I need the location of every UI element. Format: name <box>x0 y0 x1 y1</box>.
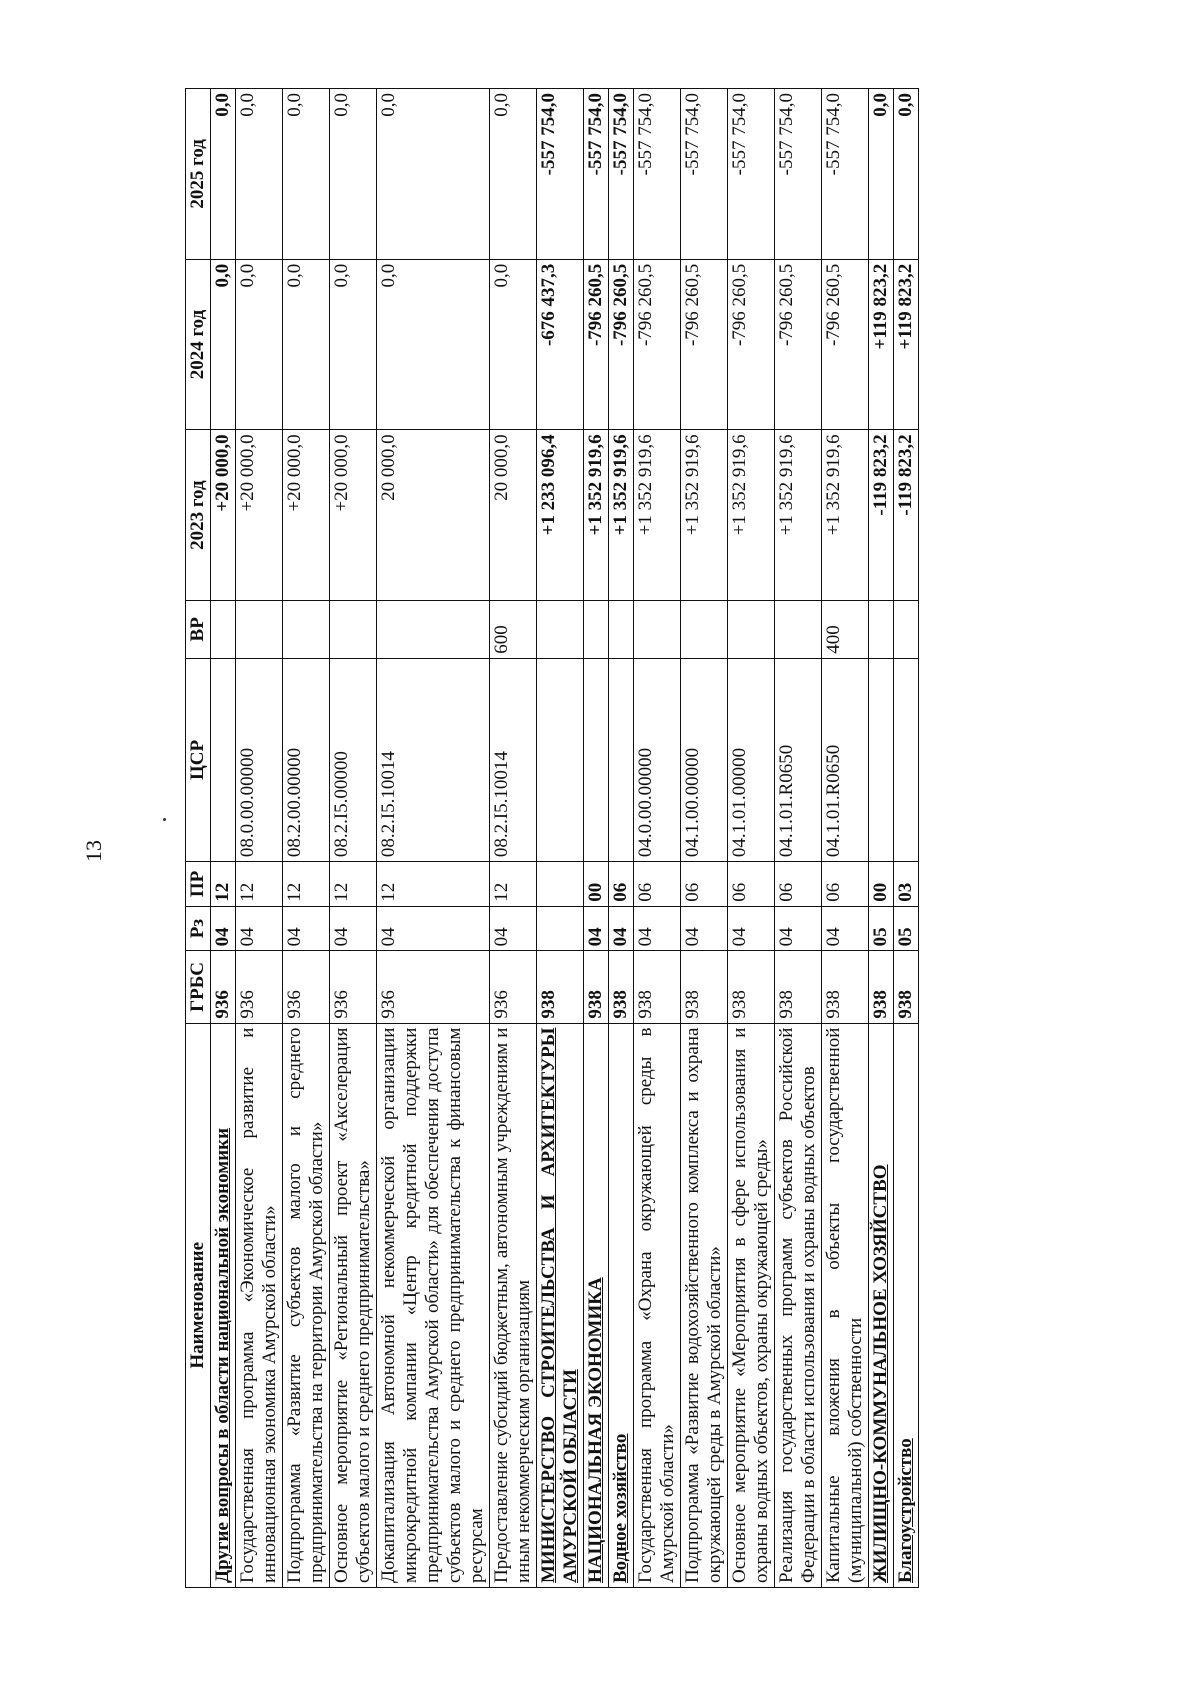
cell-name: Подпрограмма «Развитие водохозяйственного комплекса и охрана окружающей среды в Амурской области» <box>681 1023 728 1587</box>
table-row <box>490 89 537 1588</box>
cell-vr: 400 <box>822 600 869 658</box>
table-row <box>681 89 728 1588</box>
header-2025: 2025 год <box>186 89 211 260</box>
cell-y2025: 0,0 <box>869 89 894 260</box>
table-row <box>728 89 775 1588</box>
cell-vr <box>728 600 775 658</box>
table-row <box>634 89 681 1588</box>
cell-rz: 04 <box>490 906 537 951</box>
header-grbs: ГРБС <box>186 951 211 1023</box>
cell-grbs: 938 <box>775 951 822 1023</box>
cell-vr <box>609 600 634 658</box>
header-csr: ЦСР <box>186 658 211 861</box>
cell-grbs: 938 <box>584 951 609 1023</box>
cell-rz: 04 <box>283 906 330 951</box>
cell-y2023: +1 352 919,6 <box>775 430 822 601</box>
table-row <box>330 89 377 1588</box>
cell-y2024: -796 260,5 <box>634 259 681 430</box>
cell-name: Другие вопросы в области национальной экономики <box>211 1023 236 1587</box>
cell-y2023: +20 000,0 <box>330 430 377 601</box>
cell-name: Капитальные вложения в объекты государственной (муниципальной) собственности <box>822 1023 869 1587</box>
cell-vr <box>236 600 283 658</box>
cell-y2025: 0,0 <box>490 89 537 260</box>
cell-csr: 04.1.00.00000 <box>681 658 728 861</box>
page-number: 13 <box>81 840 106 862</box>
cell-y2025: -557 754,0 <box>634 89 681 260</box>
cell-y2025: -557 754,0 <box>681 89 728 260</box>
cell-grbs: 938 <box>537 951 584 1023</box>
cell-name: Государственная программа «Экономическое развитие и инновационная экономика Амурской области» <box>236 1023 283 1587</box>
cell-y2025: -557 754,0 <box>822 89 869 260</box>
cell-rz: 04 <box>330 906 377 951</box>
cell-rz: 04 <box>609 906 634 951</box>
cell-csr <box>537 658 584 861</box>
cell-y2025: 0,0 <box>283 89 330 260</box>
cell-rz: 04 <box>584 906 609 951</box>
table-row <box>211 89 236 1588</box>
cell-csr: 04.1.01.R0650 <box>775 658 822 861</box>
header-rz: Рз <box>186 906 211 951</box>
cell-rz: 05 <box>894 906 919 951</box>
cell-name: ЖИЛИЩНО-КОММУНАЛЬНОЕ ХОЗЯЙСТВО <box>869 1023 894 1587</box>
cell-csr <box>869 658 894 861</box>
cell-y2023: +1 352 919,6 <box>584 430 609 601</box>
cell-grbs: 936 <box>211 951 236 1023</box>
cell-grbs: 936 <box>236 951 283 1023</box>
cell-name: НАЦИОНАЛЬНАЯ ЭКОНОМИКА <box>584 1023 609 1587</box>
cell-pr: 06 <box>822 862 869 907</box>
cell-vr <box>894 600 919 658</box>
header-pr: ПР <box>186 862 211 907</box>
cell-name: МИНИСТЕРСТВО СТРОИТЕЛЬСТВА И АРХИТЕКТУРЫ АМУРСКОЙ ОБЛАСТИ <box>537 1023 584 1587</box>
cell-vr <box>775 600 822 658</box>
cell-vr <box>283 600 330 658</box>
header-name: Наименование <box>186 1023 211 1587</box>
table-row <box>283 89 330 1588</box>
cell-vr <box>377 600 490 658</box>
cell-grbs: 936 <box>490 951 537 1023</box>
cell-csr <box>584 658 609 861</box>
cell-name: Водное хозяйство <box>609 1023 634 1587</box>
cell-grbs: 938 <box>728 951 775 1023</box>
cell-csr: 04.0.00.00000 <box>634 658 681 861</box>
cell-name: Докапитализация Автономной некоммерческой организации микрокредитной компании «Центр кредитной поддержки предпринимательства Амурской области» для обеспечения доступа субъектов малого и среднего предпринимательства к финансовым ресурсам <box>377 1023 490 1587</box>
cell-y2024: 0,0 <box>211 259 236 430</box>
cell-y2024: 0,0 <box>377 259 490 430</box>
cell-rz <box>537 906 584 951</box>
cell-y2024: -796 260,5 <box>609 259 634 430</box>
cell-pr <box>537 862 584 907</box>
cell-csr: 08.2.I5.10014 <box>377 658 490 861</box>
cell-pr: 06 <box>728 862 775 907</box>
cell-grbs: 938 <box>681 951 728 1023</box>
cell-y2024: 0,0 <box>283 259 330 430</box>
cell-vr <box>330 600 377 658</box>
cell-y2024: -796 260,5 <box>822 259 869 430</box>
cell-grbs: 938 <box>609 951 634 1023</box>
cell-y2024: -796 260,5 <box>681 259 728 430</box>
cell-rz: 04 <box>377 906 490 951</box>
cell-y2024: 0,0 <box>236 259 283 430</box>
cell-vr <box>211 600 236 658</box>
cell-y2025: 0,0 <box>236 89 283 260</box>
cell-pr: 06 <box>634 862 681 907</box>
cell-pr: 12 <box>330 862 377 907</box>
cell-y2024: 0,0 <box>330 259 377 430</box>
cell-y2023: +1 352 919,6 <box>822 430 869 601</box>
cell-csr <box>211 658 236 861</box>
rotated-table-container <box>185 88 1080 1588</box>
cell-rz: 04 <box>822 906 869 951</box>
cell-vr <box>681 600 728 658</box>
cell-csr: 04.1.01.R0650 <box>822 658 869 861</box>
cell-grbs: 938 <box>894 951 919 1023</box>
cell-pr: 12 <box>211 862 236 907</box>
cell-y2024: -676 437,3 <box>537 259 584 430</box>
cell-y2023: +1 352 919,6 <box>609 430 634 601</box>
cell-y2023: +1 352 919,6 <box>634 430 681 601</box>
cell-rz: 04 <box>211 906 236 951</box>
table-row <box>584 89 609 1588</box>
table-row <box>822 89 869 1588</box>
table-row <box>609 89 634 1588</box>
cell-csr: 08.0.00.00000 <box>236 658 283 861</box>
cell-pr: 06 <box>681 862 728 907</box>
cell-rz: 04 <box>775 906 822 951</box>
cell-y2025: 0,0 <box>211 89 236 260</box>
table-row <box>236 89 283 1588</box>
cell-pr: 00 <box>869 862 894 907</box>
cell-y2025: 0,0 <box>894 89 919 260</box>
table-body <box>211 89 919 1588</box>
cell-pr: 03 <box>894 862 919 907</box>
cell-name: Государственная программа «Охрана окружающей среды в Амурской области» <box>634 1023 681 1587</box>
cell-vr <box>537 600 584 658</box>
cell-y2023: +1 352 919,6 <box>728 430 775 601</box>
cell-y2024: 0,0 <box>490 259 537 430</box>
cell-y2023: -119 823,2 <box>869 430 894 601</box>
cell-name: Основное мероприятие «Региональный проект «Акселерация субъектов малого и среднего предпринимательства» <box>330 1023 377 1587</box>
cell-name: Предоставление субсидий бюджетным, автономным учреждениям и иным некоммерческим организациям <box>490 1023 537 1587</box>
table-row <box>894 89 919 1588</box>
cell-y2023: +20 000,0 <box>211 430 236 601</box>
cell-grbs: 938 <box>822 951 869 1023</box>
table-row <box>537 89 584 1588</box>
cell-pr: 00 <box>584 862 609 907</box>
cell-y2024: -796 260,5 <box>584 259 609 430</box>
header-vr: ВР <box>186 600 211 658</box>
table-row <box>377 89 490 1588</box>
cell-rz: 04 <box>634 906 681 951</box>
cell-csr <box>894 658 919 861</box>
cell-pr: 12 <box>377 862 490 907</box>
cell-y2024: -796 260,5 <box>775 259 822 430</box>
cell-y2024: -796 260,5 <box>728 259 775 430</box>
cell-y2025: -557 754,0 <box>775 89 822 260</box>
cell-grbs: 938 <box>869 951 894 1023</box>
cell-name: Реализация государственных программ субъектов Российской Федерации в области использования и охраны водных объектов <box>775 1023 822 1587</box>
cell-vr <box>634 600 681 658</box>
scan-speck <box>163 818 166 821</box>
cell-name: Благоустройство <box>894 1023 919 1587</box>
cell-y2025: 0,0 <box>330 89 377 260</box>
cell-y2023: +20 000,0 <box>283 430 330 601</box>
cell-vr <box>584 600 609 658</box>
header-2023: 2023 год <box>186 430 211 601</box>
cell-y2025: 0,0 <box>377 89 490 260</box>
cell-rz: 04 <box>728 906 775 951</box>
cell-pr: 06 <box>775 862 822 907</box>
cell-pr: 06 <box>609 862 634 907</box>
cell-y2023: +20 000,0 <box>236 430 283 601</box>
budget-table <box>185 88 919 1588</box>
table-header-row <box>186 89 211 1588</box>
cell-vr <box>869 600 894 658</box>
cell-pr: 12 <box>490 862 537 907</box>
cell-csr: 08.2.00.00000 <box>283 658 330 861</box>
cell-name: Подпрограмма «Развитие субъектов малого и среднего предпринимательства на территории Амурской области» <box>283 1023 330 1587</box>
cell-y2023: +1 233 096,4 <box>537 430 584 601</box>
cell-grbs: 936 <box>377 951 490 1023</box>
cell-csr <box>609 658 634 861</box>
table-row <box>775 89 822 1588</box>
cell-y2025: -557 754,0 <box>537 89 584 260</box>
cell-pr: 12 <box>236 862 283 907</box>
cell-y2023: 20 000,0 <box>490 430 537 601</box>
cell-y2023: -119 823,2 <box>894 430 919 601</box>
cell-y2024: +119 823,2 <box>894 259 919 430</box>
cell-rz: 04 <box>236 906 283 951</box>
cell-rz: 05 <box>869 906 894 951</box>
cell-csr: 04.1.01.00000 <box>728 658 775 861</box>
cell-csr: 08.2.I5.10014 <box>490 658 537 861</box>
cell-csr: 08.2.I5.00000 <box>330 658 377 861</box>
cell-grbs: 936 <box>330 951 377 1023</box>
cell-y2024: +119 823,2 <box>869 259 894 430</box>
cell-vr: 600 <box>490 600 537 658</box>
cell-y2025: -557 754,0 <box>584 89 609 260</box>
table-row <box>869 89 894 1588</box>
header-2024: 2024 год <box>186 259 211 430</box>
cell-y2023: +1 352 919,6 <box>681 430 728 601</box>
cell-name: Основное мероприятие «Мероприятия в сфере использования и охраны водных объектов, охраны окружающей среды» <box>728 1023 775 1587</box>
cell-y2025: -557 754,0 <box>728 89 775 260</box>
cell-y2023: 20 000,0 <box>377 430 490 601</box>
cell-pr: 12 <box>283 862 330 907</box>
cell-grbs: 938 <box>634 951 681 1023</box>
cell-grbs: 936 <box>283 951 330 1023</box>
cell-rz: 04 <box>681 906 728 951</box>
cell-y2025: -557 754,0 <box>609 89 634 260</box>
